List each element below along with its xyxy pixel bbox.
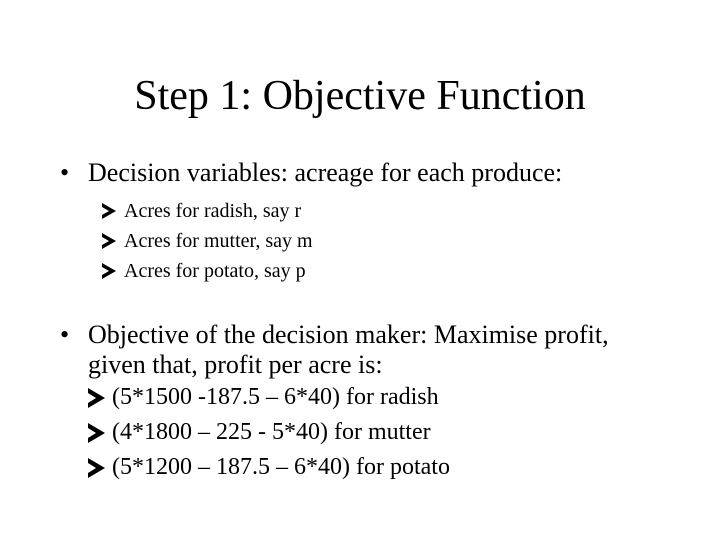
slide-title: Step 1: Objective Function xyxy=(134,73,586,119)
arrow-bullet-icon xyxy=(88,388,105,408)
sub-item-radish xyxy=(102,196,700,226)
sub-item-text: Acres for radish, say r xyxy=(124,200,302,222)
sub-item-text: (5*1500 -187.5 – 6*40) for radish xyxy=(112,384,439,410)
arrow-bullet-icon xyxy=(88,423,105,443)
bullet-decision-variables xyxy=(60,158,700,286)
sub-item-text: (4*1800 – 225 - 5*40) for mutter xyxy=(112,419,431,445)
sub-list xyxy=(102,196,700,286)
bullet-item xyxy=(60,320,700,380)
arrow-bullet-icon xyxy=(88,458,105,478)
bullet-text-line-2: given that, profit per acre is: xyxy=(88,350,383,379)
sub-item-potato-profit xyxy=(88,450,700,485)
sub-item-radish-profit xyxy=(88,380,700,415)
sub-item-text: (5*1200 – 187.5 – 6*40) for potato xyxy=(112,454,450,480)
sub-item-text: Acres for mutter, say m xyxy=(124,230,313,252)
arrow-bullet-icon xyxy=(102,233,116,249)
arrow-bullet-icon xyxy=(102,203,116,219)
bullet-text: Decision variables: acreage for each produce: xyxy=(88,158,563,187)
bullet-text-line-1: Objective of the decision maker: Maximise profit, xyxy=(88,320,609,349)
sub-list xyxy=(88,380,700,485)
sub-item-text: Acres for potato, say p xyxy=(124,260,306,282)
bullet-dot-icon: • xyxy=(60,158,70,187)
bullet-item xyxy=(60,158,700,188)
sub-item-potato xyxy=(102,256,700,286)
sub-item-mutter xyxy=(102,226,700,256)
sub-item-mutter-profit xyxy=(88,415,700,450)
bullet-objective xyxy=(60,320,700,485)
arrow-bullet-icon xyxy=(102,263,116,279)
bullet-dot-icon: • xyxy=(60,320,70,349)
